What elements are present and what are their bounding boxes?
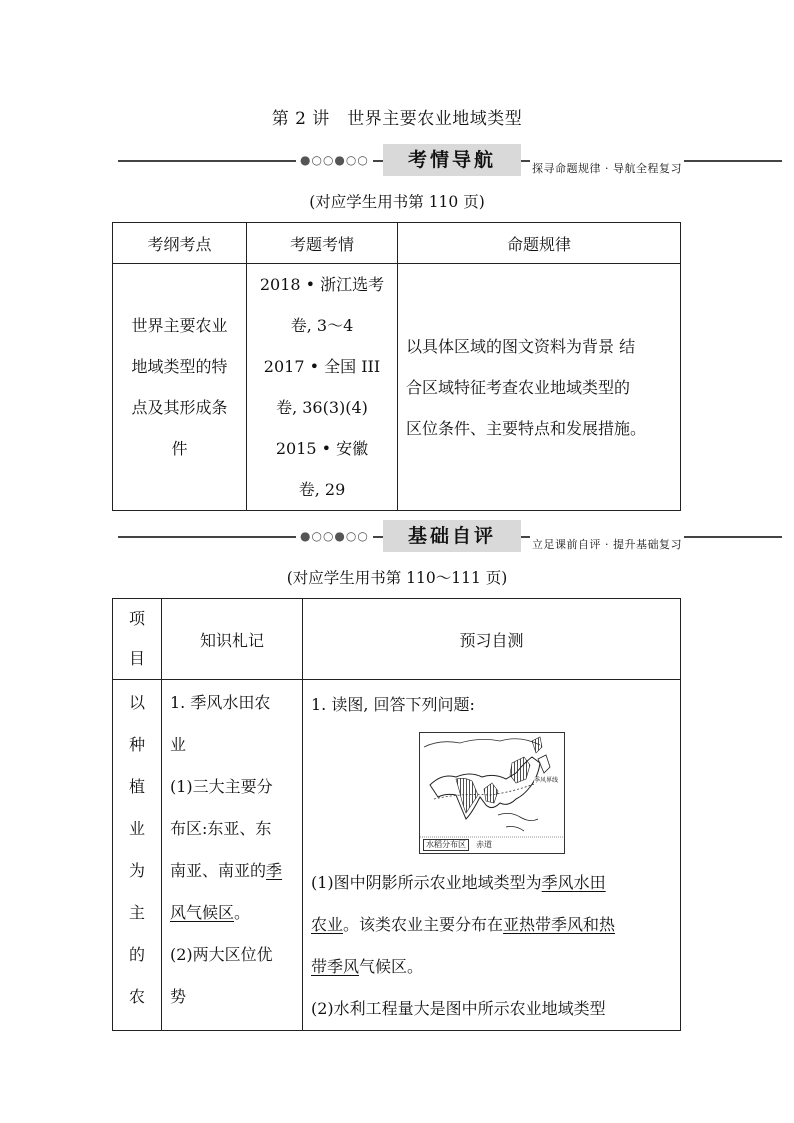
- cell-char: 种: [128, 735, 145, 754]
- rice-distribution-map: [419, 732, 565, 854]
- cell-char: 农: [128, 987, 145, 1006]
- cell-line: 件: [171, 439, 188, 458]
- decorative-dots: ●○○●○○: [296, 153, 373, 167]
- section-subtitle: 探寻命题规律 · 导航全程复习: [532, 162, 682, 175]
- monsoon-boundary-label: 季风界线: [533, 777, 558, 784]
- decorative-dots: ●○○●○○: [296, 529, 373, 543]
- cell-line: 地域类型的特: [131, 357, 228, 376]
- answer-underline: 季风水田: [541, 873, 606, 892]
- answer-underline: 季: [266, 861, 283, 880]
- page-reference: (对应学生用书第 110～111 页): [286, 569, 508, 587]
- cell-line: 2018 • 浙江选考: [259, 275, 385, 294]
- cell-line: (1)三大主要分: [170, 777, 273, 796]
- cell-line: 点及其形成条: [131, 398, 228, 417]
- map-drawing: [420, 733, 564, 853]
- header-cell-notes: 知识札记: [162, 599, 303, 680]
- question-line: [311, 904, 674, 946]
- text: 南亚、南亚的: [170, 861, 267, 880]
- preview-test-cell: [303, 680, 681, 1031]
- text: 。: [234, 903, 251, 922]
- cell-line: 业: [170, 735, 187, 754]
- answer-underline: 亚热带季风和热: [503, 915, 616, 934]
- cell-line: 项: [128, 609, 145, 628]
- text: (1)图中阴影所示农业地域类型为: [311, 873, 542, 892]
- cell-line: 以具体区域的图文资料为背景 结: [406, 336, 636, 356]
- cell-line: 区位条件、主要特点和发展措施。: [406, 418, 647, 438]
- cell-line: 目: [128, 649, 145, 668]
- exam-overview-table: [112, 222, 681, 511]
- cell-line: 卷, 36(3)(4): [276, 398, 368, 417]
- exam-point-cell: [113, 264, 247, 511]
- section-label: 考情导航: [383, 144, 521, 176]
- cell-line: 合区域特征考查农业地域类型的: [406, 377, 631, 397]
- page-reference: (对应学生用书第 110 页): [309, 193, 485, 211]
- question-line: [311, 862, 674, 904]
- section-label: 基础自评: [383, 520, 521, 552]
- cell-line: (2)两大区位优: [170, 945, 273, 964]
- section-header-exam-guide: [118, 144, 782, 178]
- exam-history-cell: [247, 264, 398, 511]
- table-row: [113, 264, 681, 511]
- question-line: 1. 读图, 回答下列问题:: [311, 695, 475, 714]
- header-cell: 考纲考点: [113, 223, 247, 264]
- cell-char: 为: [128, 861, 145, 880]
- cell-line: [170, 892, 296, 934]
- cell-char: 业: [128, 819, 145, 838]
- cell-line: 2017 • 全国 III: [263, 357, 381, 376]
- section-header-self-review: [118, 520, 782, 554]
- table-row: [113, 680, 681, 1031]
- cell-line: [170, 850, 296, 892]
- cell-char: 以: [128, 693, 145, 712]
- question-line: [311, 946, 674, 988]
- cell-char: 植: [128, 777, 145, 796]
- cell-line: 世界主要农业: [131, 316, 228, 335]
- answer-underline: 农业: [311, 915, 344, 934]
- answer-underline: 风气候区: [170, 903, 235, 922]
- cell-line: 卷, 3～4: [290, 316, 354, 335]
- cell-line: 2015 • 安徽: [275, 439, 369, 458]
- header-cell: 命题规律: [398, 223, 681, 264]
- cell-line: 势: [170, 987, 187, 1006]
- item-cell: [113, 680, 162, 1031]
- text: 气候区。: [359, 957, 424, 976]
- pattern-cell: [398, 264, 681, 511]
- page-title: 第 2 讲 世界主要农业地域类型: [271, 109, 523, 129]
- cell-line: 1. 季风水田农: [170, 693, 271, 712]
- map-legend: 水稻分布区: [423, 839, 469, 851]
- cell-line: 布区:东亚、东: [170, 819, 272, 838]
- header-cell: 考题考情: [247, 223, 398, 264]
- cell-char: 主: [128, 903, 145, 922]
- cell-char: 的: [128, 945, 145, 964]
- cell-line: 卷, 29: [298, 480, 346, 499]
- answer-underline: 带季风: [311, 957, 360, 976]
- table-header-row: [113, 223, 681, 264]
- question-line: (2)水利工程量大是图中所示农业地域类型: [311, 999, 606, 1018]
- equator-label: 赤道: [476, 840, 492, 849]
- table-header-row: [113, 599, 681, 680]
- knowledge-notes-cell: [162, 680, 303, 1031]
- header-cell-preview: 预习自测: [303, 599, 681, 680]
- self-review-table: [112, 598, 681, 1031]
- text: 。该类农业主要分布在: [343, 915, 504, 934]
- header-cell-item: [113, 599, 162, 680]
- section-subtitle: 立足课前自评 · 提升基础复习: [532, 538, 682, 551]
